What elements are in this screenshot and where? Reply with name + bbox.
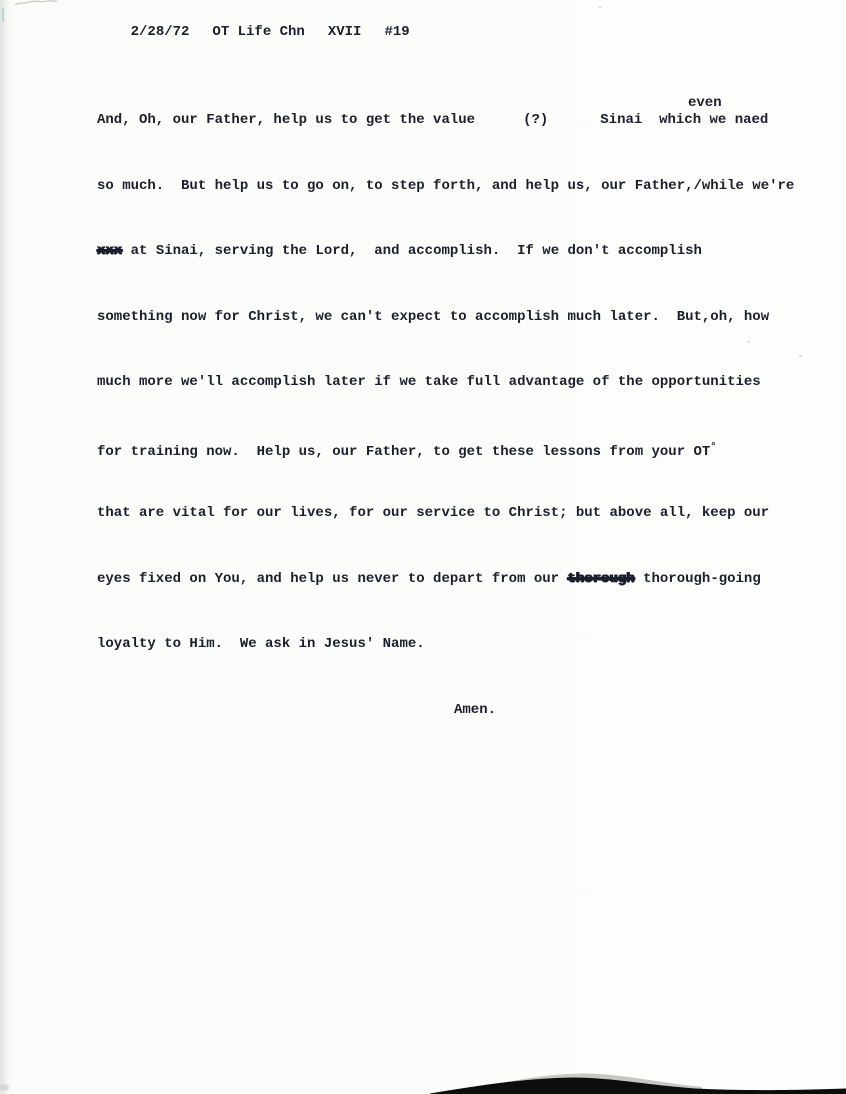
struck-out-word-thorough: thorough	[567, 570, 635, 587]
amen-line: Amen.	[454, 701, 497, 718]
header-date: 2/28/72	[130, 24, 190, 40]
scan-edge-mark	[2, 8, 4, 22]
inserted-word: even	[688, 95, 722, 111]
text-line-5: much more we'll accomplish later if we take full advantage of the opportunities	[97, 374, 761, 390]
text-line-1b: Sinai which we naed	[600, 112, 769, 128]
header-course: OT Life Chn	[212, 24, 305, 40]
text-line-8	[97, 569, 837, 603]
text-line-1	[97, 110, 837, 144]
text-line-6	[97, 438, 837, 472]
text-line-8a: eyes fixed on You, and help us never to depart from our	[97, 570, 568, 587]
text-line-2: so much. But help us to go on, to step forth, and help us, our Father,/while we're	[97, 177, 795, 194]
header-lecture-numeral: XVII	[327, 24, 362, 40]
degree-superscript: °	[710, 441, 717, 453]
text-line-7: that are vital for our lives, for our service to Christ; but above all, keep our	[97, 505, 770, 521]
text-line-3	[97, 241, 837, 275]
text-line-4: something now for Christ, we can't expect to accomplish much later. But,oh, how	[97, 308, 770, 325]
header-page-number: #19	[384, 24, 410, 40]
text-line-8b: thorough-going	[634, 570, 761, 587]
prayer-text	[97, 78, 837, 765]
scan-edge-shadow	[0, 0, 7, 1094]
document-header	[97, 8, 410, 56]
text-line-9: loyalty to Him. We ask in Jesus' Name.	[97, 636, 425, 652]
text-line-6-main: for training now. Help us, our Father, to get these lessons from your OT	[97, 443, 711, 460]
scan-speck	[0, 1084, 9, 1091]
query-mark: (?)	[523, 112, 549, 128]
struck-out-word: xxx	[97, 243, 123, 259]
scan-speck	[747, 341, 750, 343]
scan-speck	[598, 6, 602, 8]
text-line-1a: And, Oh, our Father, help us to get the value	[97, 112, 476, 128]
pencil-mark	[14, 0, 58, 8]
text-line-3-rest: at Sinai, serving the Lord, and accomplish. If we don't accomplish	[122, 243, 702, 259]
scan-speck	[799, 355, 802, 357]
